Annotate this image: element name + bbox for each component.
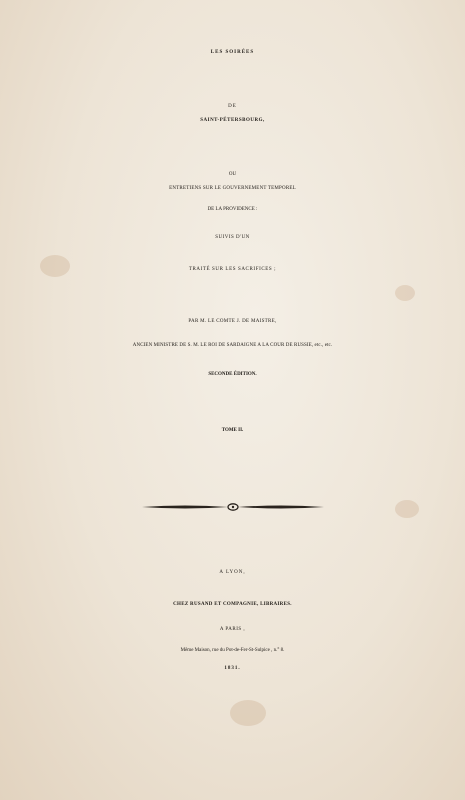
title-connector-ou: OU xyxy=(228,172,237,177)
imprint-city-paris: A PARIS , xyxy=(219,627,246,632)
subtitle-line-1: ENTRETIENS SUR LE GOUVERNEMENT TEMPOREL xyxy=(169,186,296,191)
ornamental-rule xyxy=(140,500,326,514)
suivis-label: SUIVIS D'UN xyxy=(215,235,250,240)
imprint-city-lyon: A LYON, xyxy=(219,570,246,575)
author-title-line: ANCIEN MINISTRE DE S. M. LE ROI DE SARDAIGNE A LA COUR DE RUSSIE, etc., etc. xyxy=(132,343,333,348)
foxing-stain xyxy=(395,500,419,518)
foxing-stain xyxy=(230,700,266,726)
volume-label: TOME II. xyxy=(221,428,244,433)
treatise-title: TRAITÉ SUR LES SACRIFICES ; xyxy=(188,267,277,272)
book-title: LES SOIRÉES xyxy=(210,50,255,55)
author-line: PAR M. LE COMTE J. DE MAISTRE, xyxy=(188,319,277,324)
imprint-publisher: CHEZ RUSAND ET COMPAGNIE, LIBRAIRES. xyxy=(173,602,292,607)
edition-label: SECONDE ÉDITION. xyxy=(208,372,257,377)
foxing-stain xyxy=(395,285,415,301)
imprint-address: Même Maison, rue du Pot-de-Fer-St-Sulpice , n.° 8. xyxy=(180,648,285,653)
imprint-year: 1831. xyxy=(224,666,241,671)
title-connector-de: DE xyxy=(228,104,237,109)
book-title-place: SAINT-PÉTERSBOURG, xyxy=(200,118,265,123)
foxing-stain xyxy=(40,255,70,277)
subtitle-line-2: DE LA PROVIDENCE : xyxy=(207,207,258,212)
